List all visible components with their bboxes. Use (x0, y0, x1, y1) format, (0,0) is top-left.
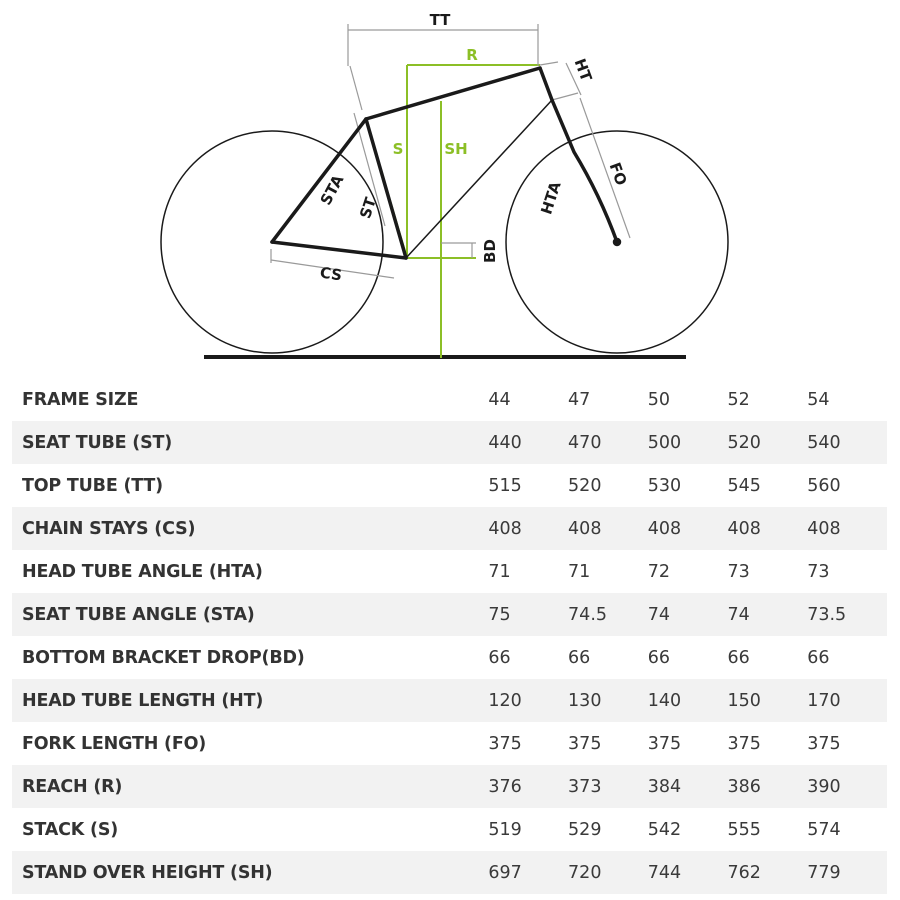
geometry-table (12, 378, 887, 894)
table-cell: 150 (727, 679, 807, 722)
row-label: STAND OVER HEIGHT (SH) (12, 851, 488, 894)
table-cell: 373 (568, 765, 648, 808)
seat-stay (272, 119, 366, 242)
table-row (12, 808, 887, 851)
row-label: STACK (S) (22, 819, 119, 840)
table-cell: 529 (568, 819, 602, 840)
label-cs: CS (318, 263, 344, 285)
table-cell: 408 (488, 507, 568, 550)
table-cell: 440 (488, 421, 568, 464)
table-cell: 390 (807, 765, 887, 808)
table-cell: 170 (807, 679, 887, 722)
row-label: SEAT TUBE (ST) (12, 421, 488, 464)
table-cell: 384 (648, 765, 728, 808)
table-cell: 408 (568, 507, 648, 550)
fork (552, 100, 617, 242)
table-cell: 720 (568, 851, 648, 894)
row-label: TOP TUBE (TT) (22, 475, 163, 496)
table-cell: 71 (488, 561, 511, 582)
chain-stay (272, 242, 406, 258)
table-cell: 74.5 (568, 593, 648, 636)
table-cell: 120 (488, 679, 568, 722)
table-cell: 50 (647, 389, 671, 410)
table-cell: 574 (807, 819, 841, 840)
table-cell: 376 (488, 765, 568, 808)
table-cell: 47 (568, 389, 591, 410)
table-cell: 66 (568, 647, 591, 668)
row-label: HEAD TUBE ANGLE (HTA) (22, 561, 263, 582)
table-cell: 75 (488, 593, 568, 636)
head-tube (540, 68, 552, 100)
table-row (12, 550, 887, 593)
geometry-table-body (12, 378, 887, 894)
table-row (12, 421, 887, 464)
row-label: CHAIN STAYS (CS) (12, 507, 488, 550)
label-r: R (466, 46, 478, 64)
table-cell: 545 (727, 475, 761, 496)
table-cell: 66 (647, 647, 671, 668)
row-label: SEAT TUBE ANGLE (STA) (12, 593, 488, 636)
table-cell: 762 (727, 851, 807, 894)
down-tube (406, 100, 552, 258)
table-cell: 697 (488, 851, 568, 894)
table-cell: 66 (807, 647, 830, 668)
table-row (12, 765, 887, 808)
row-label: HEAD TUBE LENGTH (HT) (12, 679, 488, 722)
table-cell: 408 (727, 507, 807, 550)
table-cell: 375 (807, 733, 841, 754)
table-cell: 520 (568, 475, 602, 496)
label-hta: HTA (537, 179, 565, 217)
label-sh: SH (444, 140, 468, 158)
label-bd: BD (481, 239, 499, 263)
table-cell: 530 (647, 475, 682, 496)
table-cell: 386 (727, 765, 807, 808)
table-cell: 74 (727, 593, 807, 636)
table-cell: 519 (488, 819, 522, 840)
table-cell: 73 (727, 561, 750, 582)
row-label: REACH (R) (12, 765, 488, 808)
table-row (12, 507, 887, 550)
table-cell: 779 (807, 851, 887, 894)
table-cell: 140 (648, 679, 728, 722)
table-cell: 470 (568, 421, 648, 464)
bike-frame (272, 68, 620, 258)
table-row (12, 851, 887, 894)
table-cell: 560 (807, 475, 841, 496)
bike-geometry-diagram (0, 0, 900, 370)
table-cell: 375 (488, 733, 522, 754)
table-cell: 52 (727, 389, 750, 410)
table-cell: 72 (647, 561, 671, 582)
row-label: FORK LENGTH (FO) (22, 733, 207, 754)
table-row (12, 593, 887, 636)
table-cell: 71 (568, 561, 591, 582)
table-cell: 540 (807, 421, 887, 464)
table-row (12, 636, 887, 679)
table-row (12, 378, 887, 421)
table-cell: 408 (807, 507, 887, 550)
table-cell: 408 (648, 507, 728, 550)
label-st: ST (356, 195, 380, 221)
table-cell: 130 (568, 679, 648, 722)
table-cell: 74 (648, 593, 728, 636)
table-row (12, 722, 887, 765)
table-cell: 54 (807, 389, 830, 410)
row-label: FRAME SIZE (22, 389, 139, 410)
label-sta: STA (316, 171, 348, 209)
label-tt: TT (429, 11, 451, 29)
table-cell: 500 (648, 421, 728, 464)
table-cell: 515 (488, 475, 522, 496)
table-cell: 744 (648, 851, 728, 894)
label-fo: FO (605, 160, 631, 188)
table-cell: 375 (727, 733, 761, 754)
table-cell: 66 (488, 647, 511, 668)
table-row (12, 464, 887, 507)
table-cell: 73 (807, 561, 830, 582)
table-cell: 542 (647, 819, 682, 840)
table-cell: 44 (488, 389, 511, 410)
label-ht: HT (570, 56, 596, 84)
table-cell: 375 (568, 733, 602, 754)
top-tube (366, 68, 540, 119)
table-cell: 375 (647, 733, 682, 754)
table-cell: 555 (727, 819, 761, 840)
row-label: BOTTOM BRACKET DROP(BD) (22, 647, 305, 668)
table-cell: 520 (727, 421, 807, 464)
label-s: S (392, 140, 404, 158)
table-row (12, 679, 887, 722)
table-cell: 66 (727, 647, 750, 668)
table-cell: 73.5 (807, 593, 887, 636)
